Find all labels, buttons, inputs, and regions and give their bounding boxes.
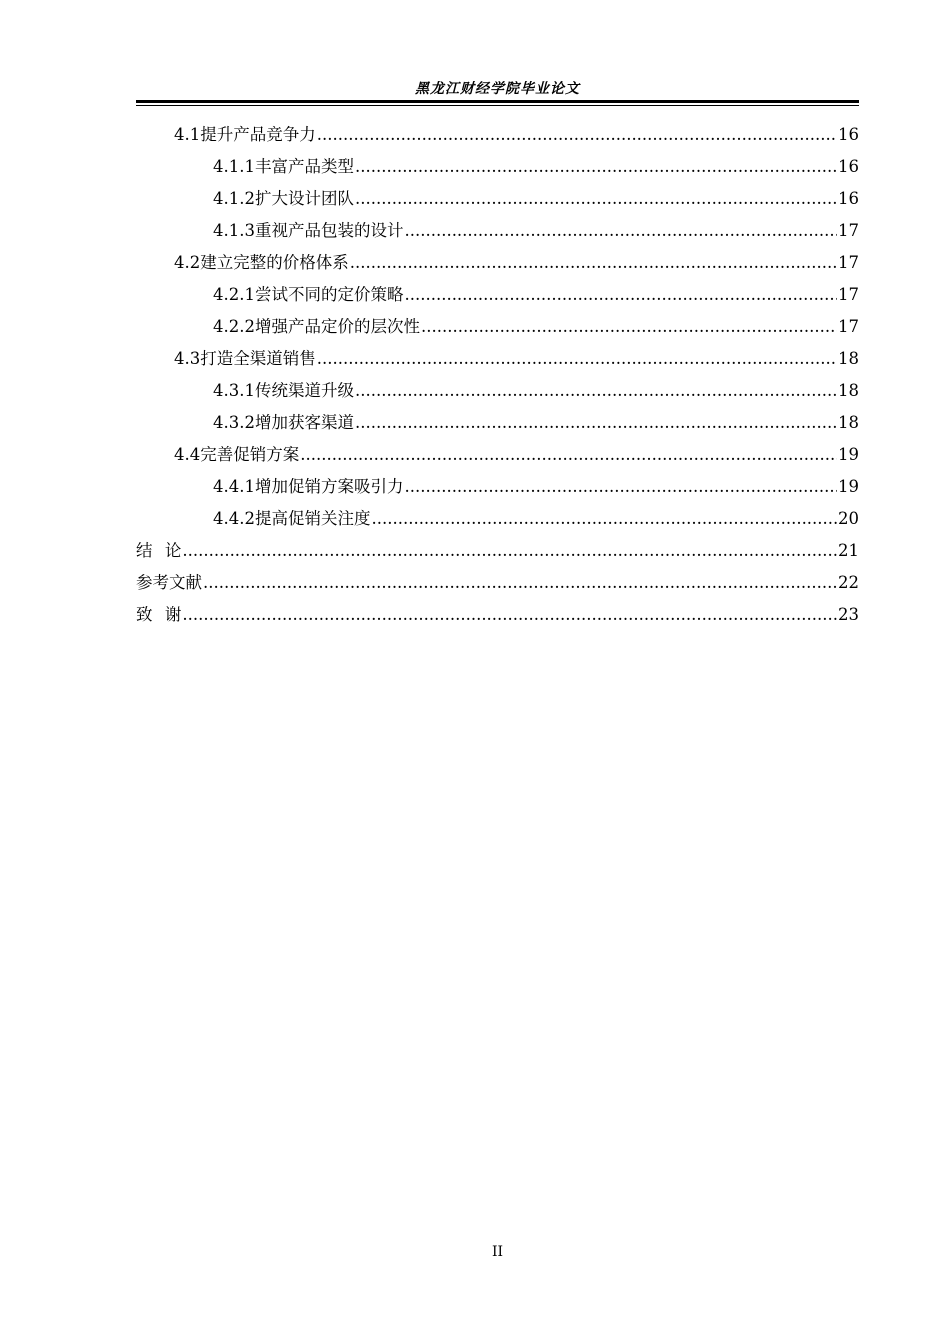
toc-entry-4-4-1[interactable]	[136, 471, 859, 503]
toc-entry-number: 4.1	[174, 125, 201, 144]
toc-entry-number: 4.1.2	[213, 189, 255, 208]
toc-entry-4-2-1[interactable]	[136, 279, 859, 311]
toc-entry-page: 23	[838, 605, 859, 624]
toc-entry-title: 提高促销关注度	[254, 509, 371, 528]
toc-leader-dots	[404, 279, 837, 311]
table-of-contents	[136, 119, 859, 631]
toc-leader-dots	[421, 311, 837, 343]
toc-entry-4-3[interactable]	[136, 343, 859, 375]
toc-entry-number: 4.4.2	[213, 509, 255, 528]
toc-entry-title: 增加促销方案吸引力	[254, 477, 404, 496]
toc-entry-number: 4.1.3	[213, 221, 255, 240]
header-rule-thin	[136, 105, 859, 106]
toc-entry-page: 18	[838, 349, 859, 368]
toc-entry-title: 尝试不同的定价策略	[254, 285, 404, 304]
toc-entry-page: 17	[838, 285, 859, 304]
toc-entry-number: 4.3.2	[213, 413, 255, 432]
toc-entry-page: 18	[838, 381, 859, 400]
toc-entry-page: 16	[838, 157, 859, 176]
toc-entry-number: 4.1.1	[213, 157, 255, 176]
toc-entry-4-1-3[interactable]	[136, 215, 859, 247]
toc-leader-dots	[300, 439, 837, 471]
toc-leader-dots	[404, 215, 837, 247]
toc-entry-title: 提升产品竞争力	[200, 125, 316, 144]
toc-entry-title: 增强产品定价的层次性	[254, 317, 420, 336]
toc-leader-dots	[182, 599, 837, 631]
toc-entry-4-2-2[interactable]	[136, 311, 859, 343]
toc-entry-title: 增加获客渠道	[254, 413, 354, 432]
toc-entry-title-part2: 论	[164, 541, 182, 560]
toc-entry-title: 建立完整的价格体系	[200, 253, 349, 272]
toc-entry-page: 20	[838, 509, 859, 528]
toc-entry-4-3-2[interactable]	[136, 407, 859, 439]
toc-entry-4-4-2[interactable]	[136, 503, 859, 535]
toc-entry-number: 4.4.1	[213, 477, 255, 496]
page-number: II	[491, 1244, 504, 1260]
toc-entry-title: 重视产品包装的设计	[254, 221, 404, 240]
toc-entry-title: 传统渠道升级	[254, 381, 354, 400]
toc-leader-dots	[317, 343, 837, 375]
toc-entry-title: 参考文献	[136, 573, 202, 592]
toc-entry-4-2[interactable]	[136, 247, 859, 279]
toc-leader-dots	[355, 151, 837, 183]
toc-leader-dots	[371, 503, 837, 535]
toc-entry-title: 致	[136, 605, 153, 624]
toc-entry-page: 17	[838, 221, 859, 240]
toc-entry-number: 4.3.1	[213, 381, 255, 400]
toc-entry-conclusion[interactable]	[136, 535, 859, 567]
toc-entry-number: 4.2.2	[213, 317, 255, 336]
toc-entry-page: 18	[838, 413, 859, 432]
toc-entry-page: 19	[838, 445, 859, 464]
toc-leader-dots	[317, 119, 837, 151]
toc-entry-page: 16	[838, 125, 859, 144]
toc-entry-number: 4.2.1	[213, 285, 255, 304]
toc-entry-page: 19	[838, 477, 859, 496]
toc-entry-title: 打造全渠道销售	[200, 349, 316, 368]
toc-leader-dots	[355, 183, 837, 215]
toc-entry-number: 4.3	[174, 349, 201, 368]
toc-entry-page: 17	[838, 317, 859, 336]
toc-leader-dots	[203, 567, 837, 599]
toc-entry-title: 扩大设计团队	[254, 189, 354, 208]
toc-entry-4-3-1[interactable]	[136, 375, 859, 407]
document-header: 黑龙江财经学院毕业论文	[415, 81, 580, 97]
toc-entry-4-4[interactable]	[136, 439, 859, 471]
toc-entry-acknowledgements[interactable]	[136, 599, 859, 631]
toc-entry-number: 4.4	[174, 445, 201, 464]
toc-leader-dots	[355, 375, 837, 407]
toc-entry-4-1-2[interactable]	[136, 183, 859, 215]
toc-leader-dots	[350, 247, 837, 279]
toc-entry-page: 17	[838, 253, 859, 272]
header-rule-thick	[136, 100, 859, 103]
toc-entry-title: 丰富产品类型	[254, 157, 354, 176]
toc-entry-page: 21	[838, 541, 859, 560]
toc-entry-4-1[interactable]	[136, 119, 859, 151]
toc-entry-title: 完善促销方案	[200, 445, 300, 464]
toc-entry-number: 4.2	[174, 253, 201, 272]
toc-entry-title-part2: 谢	[164, 605, 182, 624]
toc-leader-dots	[404, 471, 837, 503]
toc-entry-page: 22	[838, 573, 859, 592]
toc-leader-dots	[182, 535, 837, 567]
toc-entry-4-1-1[interactable]	[136, 151, 859, 183]
toc-leader-dots	[355, 407, 837, 439]
toc-entry-page: 16	[838, 189, 859, 208]
toc-entry-title: 结	[136, 541, 153, 560]
toc-entry-references[interactable]	[136, 567, 859, 599]
